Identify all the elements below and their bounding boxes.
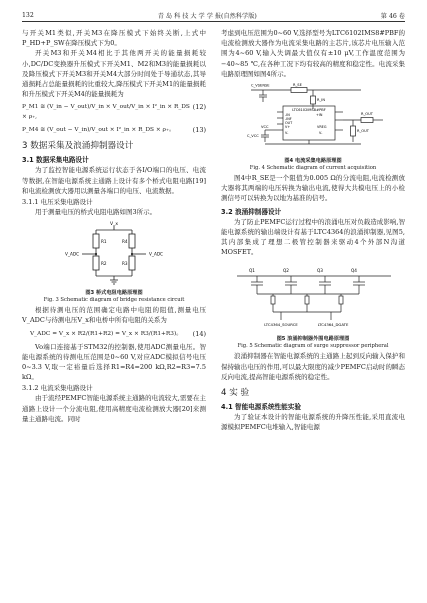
paragraph: 与开关M1类似,开关M3在降压模式下始终关断,上式中P_HD+P_SW在降压模式下为0。 xyxy=(22,29,206,48)
cvcc-label: C_VCC xyxy=(247,134,259,139)
q2-label: Q2 xyxy=(283,268,289,274)
figure-3-caption-en: Fig. 3 Schematic diagram of bridge resistance circuit xyxy=(43,297,185,304)
vx-label: V_x xyxy=(110,222,118,228)
vcc-label: VCC xyxy=(261,125,269,130)
pin-out: OUT xyxy=(285,121,293,126)
paragraph: 根据待测电压的范围确定电路中电阻的阻值,测量电压V_ADC与待测电压V_x和电桥中所有电阻的关系为 xyxy=(22,306,206,325)
paragraph: 为了监控智能电源系统运行状态于各I/O端口的电压、电流等数据,在智能电源系统主通路上设计有多个桥式电阻电路[19]和电流检测放大器用以测量各端口的电压、电流数据。 xyxy=(22,166,206,195)
figure-3-caption-cn: 图3 桥式电阻电路原理图 xyxy=(85,290,143,297)
subsection-heading-3-1: 3.1 数据采集电路设计 xyxy=(22,156,89,165)
subsubsection-heading-3-1-2: 3.1.2 电流采集电路设计 xyxy=(22,384,93,393)
right-column xyxy=(221,28,405,432)
paragraph: 由于流经PEMFC智能电源系统主通路的电流较大,需要在主通路上设计一个分流电阻,使用高精度电流检测放大器[20]来测量主通路电流。同时 xyxy=(22,394,206,423)
current-acquisition-diagram xyxy=(221,82,405,154)
paragraph: 为了验证本设计的智能电源系统的升降压性能,采用直流电源模拟PEMFC电堆输入,智能电源 xyxy=(221,413,405,432)
routl-label: R_OUT xyxy=(357,129,369,134)
q1-label: Q1 xyxy=(249,268,255,274)
paragraph: 浪涌抑制器在智能电源系统的主通路上起到反向输入保护和保持输出电压的作用,可以最大限度的减少PEMFC启动时的瞬态反向电流,提高智能电源系统的稳定性。 xyxy=(221,352,405,381)
pin-minus-inf: -INF xyxy=(285,117,292,122)
rout-label: R_OUT xyxy=(361,112,373,117)
paragraph: Vo端口连接基于STM32的控制器,使用ADC测量电压。智能电源系统的待测电压范围是0~60 V,对应ADC模拟信号电压0~3.3 V,取一定裕量后选择R1=R4=200 kΩ,R2=R3=7.5 kΩ。 xyxy=(22,342,206,382)
figure-5 xyxy=(221,260,405,350)
rin-label: R_IN xyxy=(317,98,326,103)
equation-body: V_ADC = V_x × R2/(R1+R2) = V_x × R3/(R1+R3)。 xyxy=(30,330,183,337)
equation-body: P_M1 ≅ (V_in − V_out)/V_in × V_out/V_in × I²_in × R_DS × ρ₊, xyxy=(22,104,190,121)
equation-number: (13) xyxy=(192,126,206,135)
equation-number: (14) xyxy=(192,329,206,338)
section-heading-3: 3 数据采集及浪涌抑制器设计 xyxy=(22,141,134,152)
figure-3 xyxy=(22,220,206,304)
vadc-label-left: V_ADC xyxy=(65,251,79,257)
pin-vminus-right: V- xyxy=(319,131,323,136)
r2-label: R2 xyxy=(101,261,107,267)
bridge-circuit-diagram xyxy=(22,220,206,286)
subsubsection-heading-3-1-1: 3.1.1 电压采集电路设计 xyxy=(22,198,93,207)
page-number: 132 xyxy=(22,11,34,19)
pin-vreg: VREG xyxy=(317,125,327,130)
chip-label: LTC6102IMS8#PBF xyxy=(292,107,326,112)
paragraph: 为了防止PEMFC运行过程中的浪涌电压对负载造成影响,智能电源系统的输出端设计有基于LTC4364的浪涌抑制器,见图5,其内部集成了理想二极管控制器来驱动4个外部N沟道MOSFET。 xyxy=(221,217,405,257)
equation-14 xyxy=(22,329,206,339)
r3-label: R3 xyxy=(122,261,128,267)
pin-vminus-left: V- xyxy=(285,131,289,136)
figure-5-caption-en: Fig. 5 Schematic diagram of surge suppressor peripheral xyxy=(237,343,389,350)
figure-4-caption-en: Fig. 4 Schematic diagram of current acquisition xyxy=(249,165,377,172)
left-column xyxy=(22,28,206,424)
paragraph: 用于测量电压的桥式电阻电路如图3所示。 xyxy=(35,208,157,217)
figure-4-caption-cn: 图4 电流采集电路原理图 xyxy=(284,158,342,165)
dgate-label: LTC4364_DGATE xyxy=(317,322,349,328)
pin-vplus: V+ xyxy=(285,125,291,130)
equation-number: (12) xyxy=(192,103,206,112)
volume-label: 第 46 卷 xyxy=(380,12,405,20)
paragraph: 图4中R_SE是一个阻值为0.005 Ω的分流电阻,电流检测放大器将其两端的电压转换为输出电流,使得大共模电压上的小检测信号可以转换为以地为基准的信号。 xyxy=(221,174,405,203)
paragraph: 开关M3和开关M4相比于其他两开关的能量损耗较小,DC/DC变换器升压模式下开关M1、M2和M3的能量损耗以及降压模式下开关M3和开关M4大部分时间处于导通状态,其导通损耗占总能量损耗的比重较大,降压模式下开关M1的能量损耗和升压模式下开关M4的能量损耗为 xyxy=(22,49,206,99)
r4-label: R4 xyxy=(122,239,128,245)
q3-label: Q3 xyxy=(317,268,323,274)
equation-12 xyxy=(22,102,206,122)
paragraph: 考虑到电压范围为0~60 V,选择型号为LTC6102IMS8#PBF的电流检测放大器作为电流采集电路的主芯片,该芯片电压输入范围为4~60 V,输入失调最大值仅有±10 μV,工作温度范围为−40~85 ℃,在各种工况下均有较高的精度和稳定性。电流采集电路原理图如图4所示。 xyxy=(221,29,405,78)
pin-plus-in: +IN xyxy=(316,113,323,118)
equation-body: P_M4 ≅ (V_out − V_in)/V_out × I²_in × R_DS × ρ₊。 xyxy=(22,127,175,134)
surge-suppressor-diagram xyxy=(221,260,405,332)
figure-4 xyxy=(221,82,405,172)
pin-minus-in: -IN xyxy=(285,113,290,118)
vadc-label-right: V_ADC xyxy=(149,251,163,257)
section-heading-4: 4 实 验 xyxy=(221,388,250,399)
q4-label: Q4 xyxy=(351,268,357,274)
journal-name: 青 岛 科 技 大 学 学 报(自然科学版) xyxy=(157,12,257,20)
r1-label: R1 xyxy=(101,239,107,245)
subsection-heading-3-2: 3.2 浪涌抑制器设计 xyxy=(221,207,282,216)
source-label: LTC4364_SOURCE xyxy=(264,322,298,328)
rse-label: R_SE xyxy=(293,82,302,87)
running-header xyxy=(22,9,405,22)
cvsense-label: C_VSENSE xyxy=(251,83,270,88)
equation-13 xyxy=(22,125,206,135)
subsection-heading-4-1: 4.1 智能电源系统性能实验 xyxy=(221,403,301,412)
figure-5-caption-cn: 图5 浪涌抑制器外围电路原理图 xyxy=(276,336,350,343)
